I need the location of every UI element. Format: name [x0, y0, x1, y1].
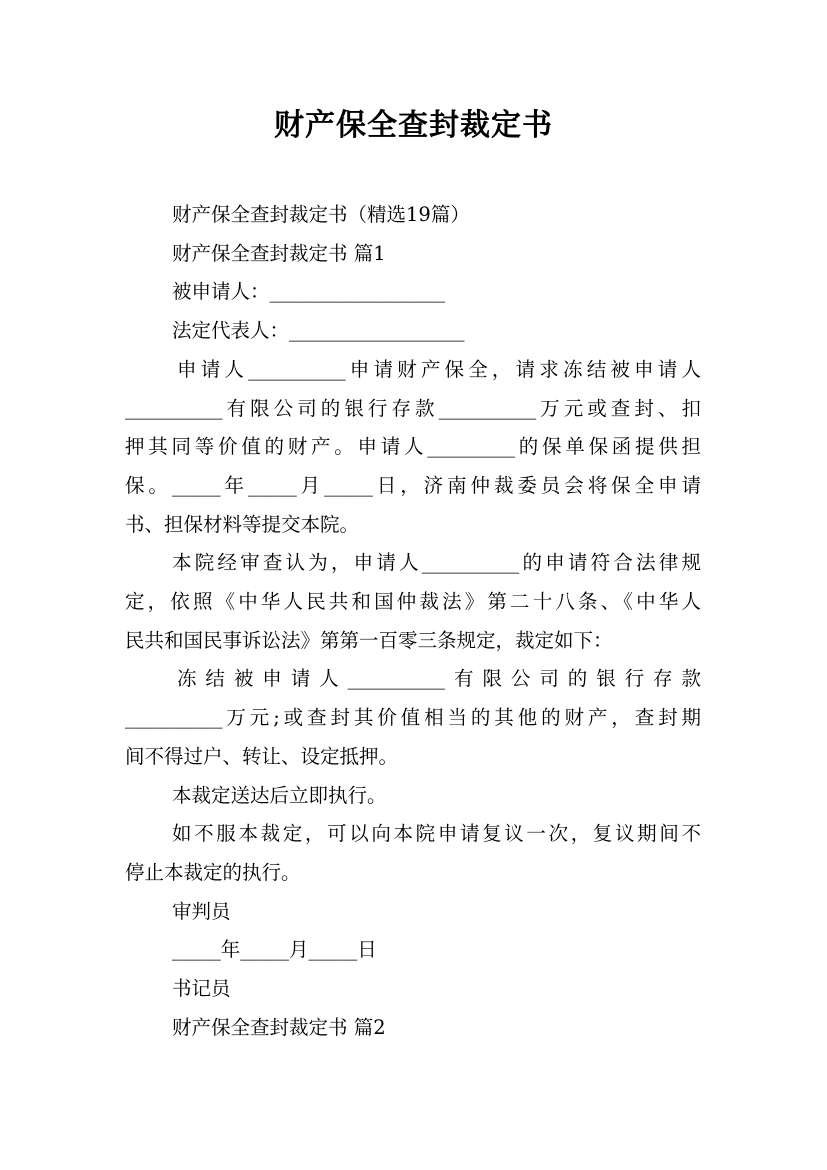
paragraph-line: __________有限公司的银行存款__________万元或查封、扣	[125, 396, 701, 420]
date-line: _____年_____月_____日	[172, 938, 377, 962]
paragraph-line: 民共和国民事诉讼法》第第一百零三条规定，裁定如下：	[125, 628, 613, 652]
paragraph-line: 冻结被申请人__________有限公司的银行存款	[177, 667, 701, 691]
paragraph-line: 定，依照《中华人民共和国仲裁法》第二十八条、《中华人	[125, 590, 701, 614]
paragraph-line: 保。_____年_____月_____日，济南仲裁委员会将保全申请	[125, 473, 701, 497]
section-heading-2: 财产保全查封裁定书 篇2	[172, 1015, 386, 1039]
paragraph-line: 停止本裁定的执行。	[125, 860, 301, 884]
document-title: 财产保全查封裁定书	[274, 108, 553, 143]
document-body	[125, 196, 701, 1047]
paragraph-line: 本院经审查认为，申请人__________的申请符合法律规	[172, 551, 701, 575]
paragraph-line: 间不得过户、转让、设定抵押。	[125, 744, 399, 768]
paragraph-line: __________万元;或查封其价值相当的其他的财产，查封期	[125, 706, 701, 730]
paragraph-line: 书、担保材料等提交本院。	[125, 512, 360, 536]
paragraph-line: 本裁定送达后立即执行。	[172, 783, 387, 807]
paragraph-line: 申请人__________申请财产保全，请求冻结被申请人	[177, 357, 701, 381]
paragraph-line: 押其同等价值的财产。申请人_________的保单保函提供担	[125, 435, 701, 459]
clerk-label: 书记员	[172, 977, 231, 1001]
judge-label: 审判员	[172, 899, 231, 923]
legal-representative-line: 法定代表人：__________________	[172, 319, 465, 343]
respondent-line: 被申请人：__________________	[172, 280, 446, 304]
subtitle-line: 财产保全查封裁定书（精选19篇）	[172, 203, 470, 226]
section-heading-1: 财产保全查封裁定书 篇1	[172, 241, 386, 265]
paragraph-line: 如不服本裁定，可以向本院申请复议一次，复议期间不	[172, 822, 701, 846]
